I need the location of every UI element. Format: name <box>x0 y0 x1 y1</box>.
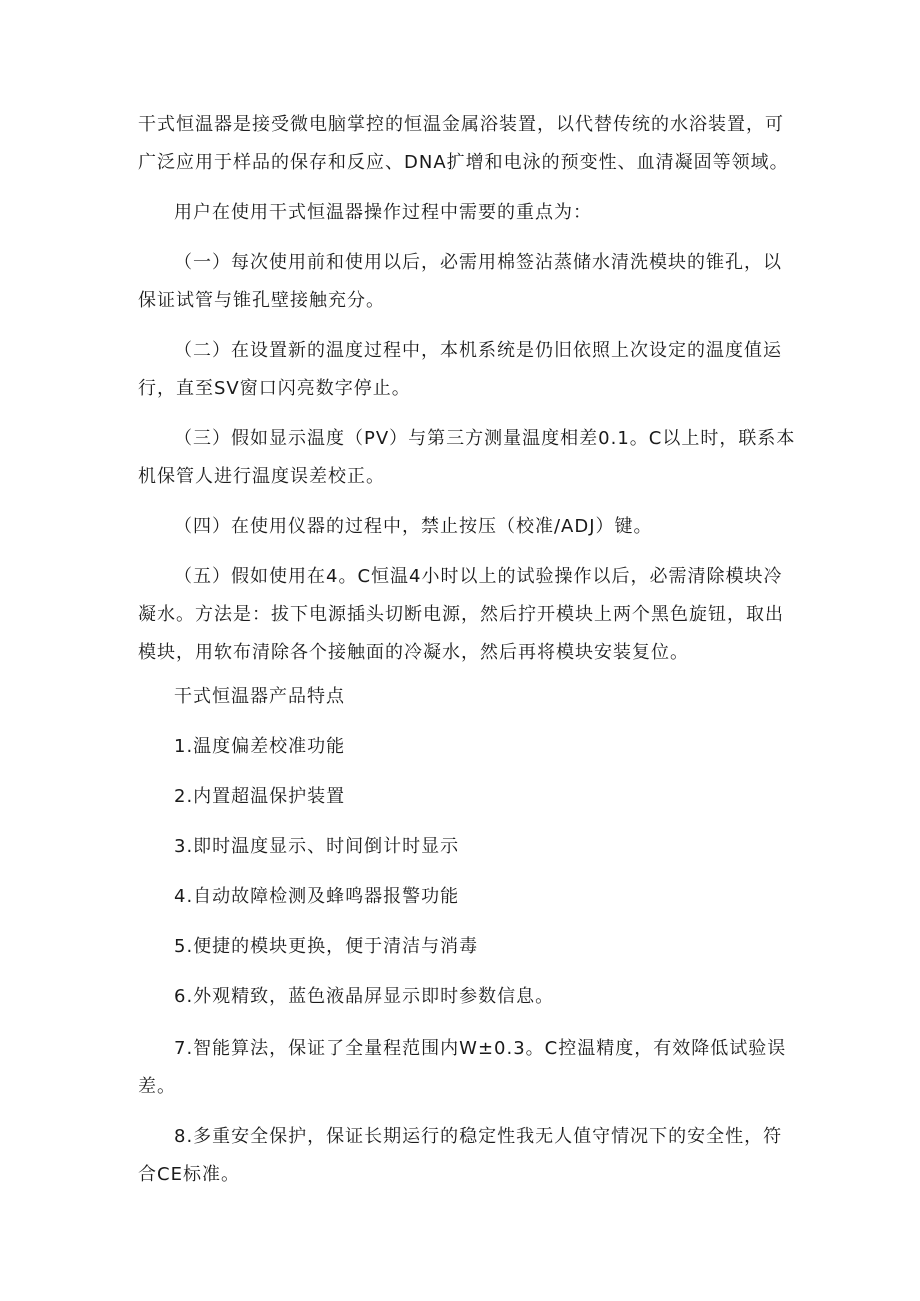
feature-item-7: 7.智能算法，保证了全量程范围内W±0.3。C控温精度，有效降低试验误差。 <box>138 1038 787 1097</box>
feature-item-1: 1.温度偏差校准功能 <box>174 736 346 757</box>
key-point-3: （三）假如显示温度（PV）与第三方测量温度相差0.1。C以上时，联系本机保管人进行温度误差校正。 <box>138 428 796 487</box>
intro-paragraph: 干式恒温器是接受微电脑掌控的恒温金属浴装置，以代替传统的水浴装置，可广泛应用于样品的保存和反应、DNA扩增和电泳的预变性、血清凝固等领域。 <box>138 114 789 173</box>
key-point-2: （二）在设置新的温度过程中，本机系统是仍旧依照上次设定的温度值运行，直至SV窗口闪亮数字停止。 <box>138 340 782 399</box>
key-point-4: （四）在使用仪器的过程中，禁止按压（校准/ADJ）键。 <box>174 516 653 537</box>
feature-item-4: 4.自动故障检测及蜂鸣器报警功能 <box>174 886 460 907</box>
feature-item-8: 8.多重安全保护，保证长期运行的稳定性我无人值守情况下的安全性，符合CE标准。 <box>138 1126 783 1185</box>
feature-item-3: 3.即时温度显示、时间倒计时显示 <box>174 836 460 857</box>
features-heading: 干式恒温器产品特点 <box>174 686 345 707</box>
feature-item-2: 2.内置超温保护装置 <box>174 786 346 807</box>
key-point-1: （一）每次使用前和使用以后，必需用棉签沾蒸储水清洗模块的锥孔，以保证试管与锥孔壁接触充分。 <box>138 252 782 311</box>
feature-item-5: 5.便捷的模块更换，便于清洁与消毒 <box>174 936 479 957</box>
feature-item-6: 6.外观精致，蓝色液晶屏显示即时参数信息。 <box>174 986 555 1007</box>
key-points-heading: 用户在使用干式恒温器操作过程中需要的重点为： <box>174 202 592 223</box>
key-point-5: （五）假如使用在4。C恒温4小时以上的试验操作以后，必需清除模块冷凝水。方法是：拔下电源插头切断电源，然后拧开模块上两个黑色旋钮，取出模块，用软布清除各个接触面的冷凝水，然后再将模块安装复位。 <box>138 566 784 663</box>
